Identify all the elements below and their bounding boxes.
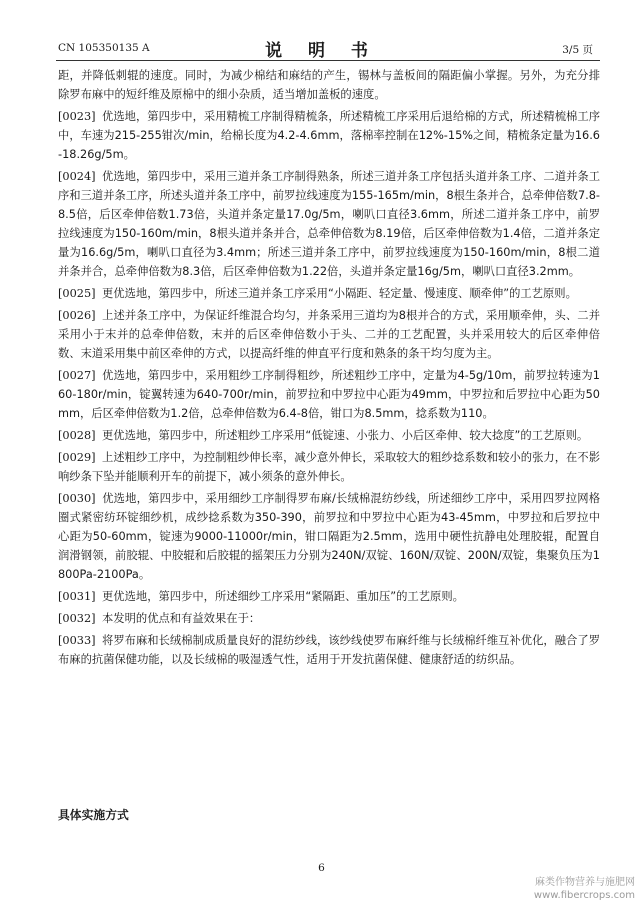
- paragraph-number: [0029]: [58, 451, 96, 464]
- paragraph-number: [0023]: [58, 110, 96, 123]
- document-title: 说 明 书: [265, 41, 378, 61]
- paragraph: [58, 284, 600, 303]
- paragraph-text: 本发明的优点和有益效果在于：: [102, 612, 261, 625]
- paragraph-number: [0032]: [58, 612, 96, 625]
- paragraph-number: [0031]: [58, 590, 96, 603]
- watermark-line-1: 麻类作物营养与施肥网: [535, 877, 635, 888]
- paragraph-text: 上述并条工序中，为保证纤维混合均匀，并条采用三道均为8根并合的方式，采用顺牵伸，头、二并采用小于末并的总牵伸倍数，末并的后区牵伸倍数小于头、二并的工艺配置，头并采用较大的后区牵伸倍数、末道采用集中前区牵伸的方式，以提高纤维的伸直平行度和熟条的条干均匀度为主。: [58, 309, 600, 360]
- paragraph: [58, 306, 600, 363]
- section-title: 具体实施方式: [58, 808, 129, 822]
- paragraph-text: 优选地，第四步中，采用三道并条工序制得熟条，所述三道并条工序包括头道并条工序、二道并条工序和三道并条工序，所述头道并条工序中，前罗拉线速度为155-165m/min，8根生条并合，总牵伸倍数7.8-8.5倍，后区牵伸倍数1.73倍，头道并条定量17.0g/5m，喇叭口直径3.6mm，所述二道并条工序中，前罗拉线速度为150-160m/min，8根头道并条并合，总牵伸倍数为8.19倍，后区牵伸倍数为1.4倍，二道并条定量为16.6g/5m，喇叭口直径为3.4mm；所述三道并条工序中，前罗拉线速度为150-160m/min，8根二道并条并合，总牵伸倍数为8.3倍，后区牵伸倍数为1.22倍，头道并条定量16g/5m，喇叭口直径3.2mm。: [58, 170, 600, 278]
- paragraph: [58, 366, 600, 423]
- paragraph-text: 将罗布麻和长绒棉制成质量良好的混纺纱线，该纱线使罗布麻纤维与长绒棉纤维互补优化，融合了罗布麻的抗菌保健功能，以及长绒棉的吸湿透气性，适用于开发抗菌保健、健康舒适的纺织品。: [58, 634, 600, 666]
- paragraph-text: 更优选地，第四步中，所述细纱工序采用“紧隔距、重加压”的工艺原则。: [102, 590, 464, 603]
- paragraph-number: [0028]: [58, 429, 96, 442]
- paragraph-number: [0027]: [58, 369, 96, 382]
- paragraph-text: 优选地，第四步中，采用精梳工序制得精梳条，所述精梳工序采用后退给棉的方式，所述精梳棉工序中，车速为215-255钳次/min，给棉长度为4.2-4.6mm，落棉率控制在12%-15%之间，精梳条定量为16.6-18.26g/5m。: [58, 110, 600, 161]
- paragraph-number: [0024]: [58, 170, 96, 183]
- paragraph-number: [0033]: [58, 634, 96, 647]
- paragraph: [58, 587, 600, 606]
- paragraph-number: [0025]: [58, 287, 96, 300]
- header-divider: [56, 60, 600, 61]
- paragraph-text: 优选地，第四步中，采用粗纱工序制得粗纱，所述粗纱工序中，定量为4-5g/10m，前罗拉转速为160-180r/min，锭翼转速为640-700r/min，前罗拉和中罗拉中心距为49mm，中罗拉和后罗拉中心距为50mm，后区牵伸倍数为1.2倍，总牵伸倍数为6.4-8倍，钳口为8.5mm，捻系数为110。: [58, 369, 600, 420]
- paragraph-text: 上述粗纱工序中，为控制粗纱伸长率，减少意外伸长，采取较大的粗纱捻系数和较小的张力，在不影响纱条下坠并能顺利开车的前提下，减小须条的意外伸长。: [58, 451, 600, 483]
- watermark-line-2: www.fibercrops.com: [533, 890, 635, 901]
- paragraph: [58, 609, 600, 628]
- paragraph: [58, 107, 600, 164]
- paragraph: [58, 426, 600, 445]
- page-count: 3/5 页: [562, 44, 593, 56]
- continued-paragraph: 距，并降低刺辊的速度。同时，为减少棉结和麻结的产生，锡林与盖板间的隔距偏小掌握。另外，为充分排除罗布麻中的短纤维及原棉中的细小杂质，适当增加盖板的速度。: [58, 69, 600, 101]
- page-number: 6: [318, 862, 325, 874]
- paragraph-text: 更优选地，第四步中，所述三道并条工序采用“小隔距、轻定量、慢速度、顺牵伸”的工艺原则。: [102, 287, 577, 300]
- paragraph: [58, 489, 600, 584]
- page-header: [0, 0, 643, 64]
- paragraph: [58, 448, 600, 486]
- publication-number: CN 105350135 A: [58, 42, 150, 54]
- paragraph-text: 优选地，第四步中，采用细纱工序制得罗布麻/长绒棉混纺纱线，所述细纱工序中，采用四罗拉网格圈式紧密纺环锭细纱机，成纱捻系数为350-390，前罗拉和中罗拉中心距为43-45mm，中罗拉和后罗拉中心距为50-60mm，锭速为9000-11000r/min，钳口隔距为2.5mm，选用中硬性抗静电处理胶辊，配置自润滑钢领，前胶辊、中胶辊和后胶辊的摇架压力分别为240N/双锭、160N/双锭、200N/双锭，集聚负压为1800Pa-2100Pa。: [58, 492, 600, 581]
- paragraph-number: [0030]: [58, 492, 96, 505]
- paragraph-number: [0026]: [58, 309, 96, 322]
- document-body: [58, 66, 600, 672]
- paragraph: [58, 167, 600, 281]
- paragraph: [58, 631, 600, 669]
- watermark: [534, 876, 635, 902]
- paragraph-text: 更优选地，第四步中，所述粗纱工序采用“低锭速、小张力、小后区牵伸、较大捻度”的工艺原则。: [102, 429, 589, 442]
